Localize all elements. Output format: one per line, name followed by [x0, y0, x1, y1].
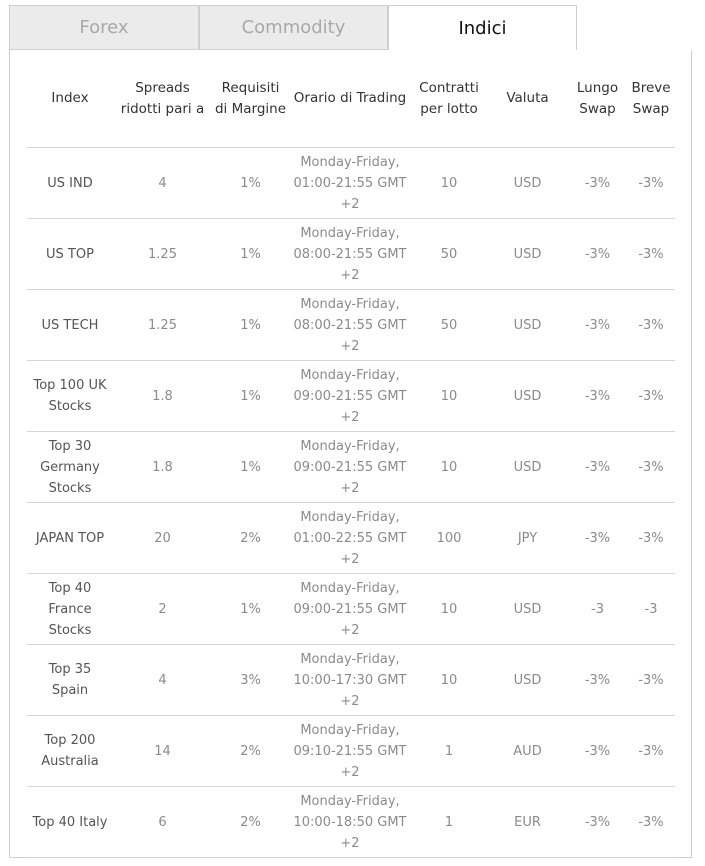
tab-indici[interactable]: Indici — [388, 5, 577, 51]
cell-trading-hours: Monday-Friday, 08:00-21:55 GMT +2 — [289, 290, 411, 361]
table-row — [27, 503, 675, 574]
col-header-margin: Requisiti di Margine — [212, 50, 289, 148]
cell-trading-hours: Monday-Friday, 09:00-21:55 GMT +2 — [289, 574, 411, 645]
cell-long-swap: -3% — [568, 290, 627, 361]
cell-trading-hours: Monday-Friday, 09:10-21:55 GMT +2 — [289, 716, 411, 787]
cell-long-swap: -3% — [568, 787, 627, 858]
cell-short-swap: -3% — [627, 290, 675, 361]
cell-margin: 2% — [212, 787, 289, 858]
cell-spread: 1.8 — [113, 361, 212, 432]
cell-long-swap: -3% — [568, 432, 627, 503]
cell-index-name: JAPAN TOP — [27, 503, 113, 574]
cell-spread: 6 — [113, 787, 212, 858]
cell-contracts: 10 — [411, 148, 487, 219]
cell-index-name: US TOP — [27, 219, 113, 290]
cell-spread: 4 — [113, 645, 212, 716]
cell-contracts: 50 — [411, 290, 487, 361]
cell-spread: 1.8 — [113, 432, 212, 503]
cell-short-swap: -3% — [627, 432, 675, 503]
table-row — [27, 361, 675, 432]
cell-margin: 2% — [212, 716, 289, 787]
cell-contracts: 100 — [411, 503, 487, 574]
cell-margin: 1% — [212, 148, 289, 219]
table-row — [27, 219, 675, 290]
cell-short-swap: -3% — [627, 361, 675, 432]
cell-trading-hours: Monday-Friday, 09:00-21:55 GMT +2 — [289, 361, 411, 432]
cell-short-swap: -3% — [627, 148, 675, 219]
table-row — [27, 432, 675, 503]
table-row — [27, 716, 675, 787]
cell-long-swap: -3% — [568, 503, 627, 574]
tab-forex[interactable]: Forex — [9, 5, 199, 50]
col-header-contracts: Contratti per lotto — [411, 50, 487, 148]
cell-long-swap: -3% — [568, 219, 627, 290]
cell-currency: AUD — [487, 716, 568, 787]
cell-spread: 2 — [113, 574, 212, 645]
cell-short-swap: -3% — [627, 787, 675, 858]
table-row — [27, 787, 675, 858]
cell-margin: 1% — [212, 361, 289, 432]
tab-bar — [9, 5, 692, 51]
cell-long-swap: -3% — [568, 716, 627, 787]
col-header-trading-hours: Orario di Trading — [289, 50, 411, 148]
col-header-long-swap: Lungo Swap — [568, 50, 627, 148]
cell-index-name: Top 40 France Stocks — [27, 574, 113, 645]
col-header-short-swap: Breve Swap — [627, 50, 675, 148]
table-row — [27, 148, 675, 219]
table-row — [27, 645, 675, 716]
cell-margin: 2% — [212, 503, 289, 574]
col-header-index: Index — [27, 50, 113, 148]
indices-table — [27, 50, 675, 858]
cell-trading-hours: Monday-Friday, 01:00-22:55 GMT +2 — [289, 503, 411, 574]
cell-margin: 3% — [212, 645, 289, 716]
cell-short-swap: -3% — [627, 503, 675, 574]
cell-trading-hours: Monday-Friday, 09:00-21:55 GMT +2 — [289, 432, 411, 503]
col-header-spreads: Spreads ridotti pari a — [113, 50, 212, 148]
cell-contracts: 10 — [411, 645, 487, 716]
cell-short-swap: -3% — [627, 219, 675, 290]
cell-currency: USD — [487, 645, 568, 716]
cell-trading-hours: Monday-Friday, 01:00-21:55 GMT +2 — [289, 148, 411, 219]
cell-long-swap: -3% — [568, 645, 627, 716]
cell-index-name: US TECH — [27, 290, 113, 361]
cell-trading-hours: Monday-Friday, 10:00-17:30 GMT +2 — [289, 645, 411, 716]
cell-currency: USD — [487, 219, 568, 290]
cell-contracts: 10 — [411, 574, 487, 645]
cell-long-swap: -3 — [568, 574, 627, 645]
cell-long-swap: -3% — [568, 148, 627, 219]
cell-index-name: Top 100 UK Stocks — [27, 361, 113, 432]
cell-margin: 1% — [212, 574, 289, 645]
table-header-row — [27, 50, 675, 148]
cell-index-name: Top 200 Australia — [27, 716, 113, 787]
cell-currency: EUR — [487, 787, 568, 858]
cell-short-swap: -3% — [627, 716, 675, 787]
cell-spread: 20 — [113, 503, 212, 574]
cell-index-name: US IND — [27, 148, 113, 219]
cell-index-name: Top 30 Germany Stocks — [27, 432, 113, 503]
cell-currency: USD — [487, 574, 568, 645]
indices-panel — [9, 50, 692, 858]
table-row — [27, 290, 675, 361]
cell-index-name: Top 35 Spain — [27, 645, 113, 716]
cell-currency: USD — [487, 432, 568, 503]
tab-commodity[interactable]: Commodity — [199, 5, 388, 50]
col-header-currency: Valuta — [487, 50, 568, 148]
cell-spread: 1.25 — [113, 290, 212, 361]
cell-short-swap: -3% — [627, 645, 675, 716]
cell-contracts: 1 — [411, 787, 487, 858]
cell-contracts: 10 — [411, 432, 487, 503]
cell-contracts: 10 — [411, 361, 487, 432]
cell-currency: USD — [487, 361, 568, 432]
cell-currency: USD — [487, 148, 568, 219]
cell-spread: 1.25 — [113, 219, 212, 290]
cell-margin: 1% — [212, 219, 289, 290]
cell-margin: 1% — [212, 432, 289, 503]
cell-contracts: 50 — [411, 219, 487, 290]
cell-long-swap: -3% — [568, 361, 627, 432]
cell-index-name: Top 40 Italy — [27, 787, 113, 858]
cell-short-swap: -3 — [627, 574, 675, 645]
cell-margin: 1% — [212, 290, 289, 361]
cell-contracts: 1 — [411, 716, 487, 787]
cell-spread: 14 — [113, 716, 212, 787]
cell-trading-hours: Monday-Friday, 10:00-18:50 GMT +2 — [289, 787, 411, 858]
cell-currency: USD — [487, 290, 568, 361]
table-row — [27, 574, 675, 645]
cell-currency: JPY — [487, 503, 568, 574]
cell-trading-hours: Monday-Friday, 08:00-21:55 GMT +2 — [289, 219, 411, 290]
cell-spread: 4 — [113, 148, 212, 219]
